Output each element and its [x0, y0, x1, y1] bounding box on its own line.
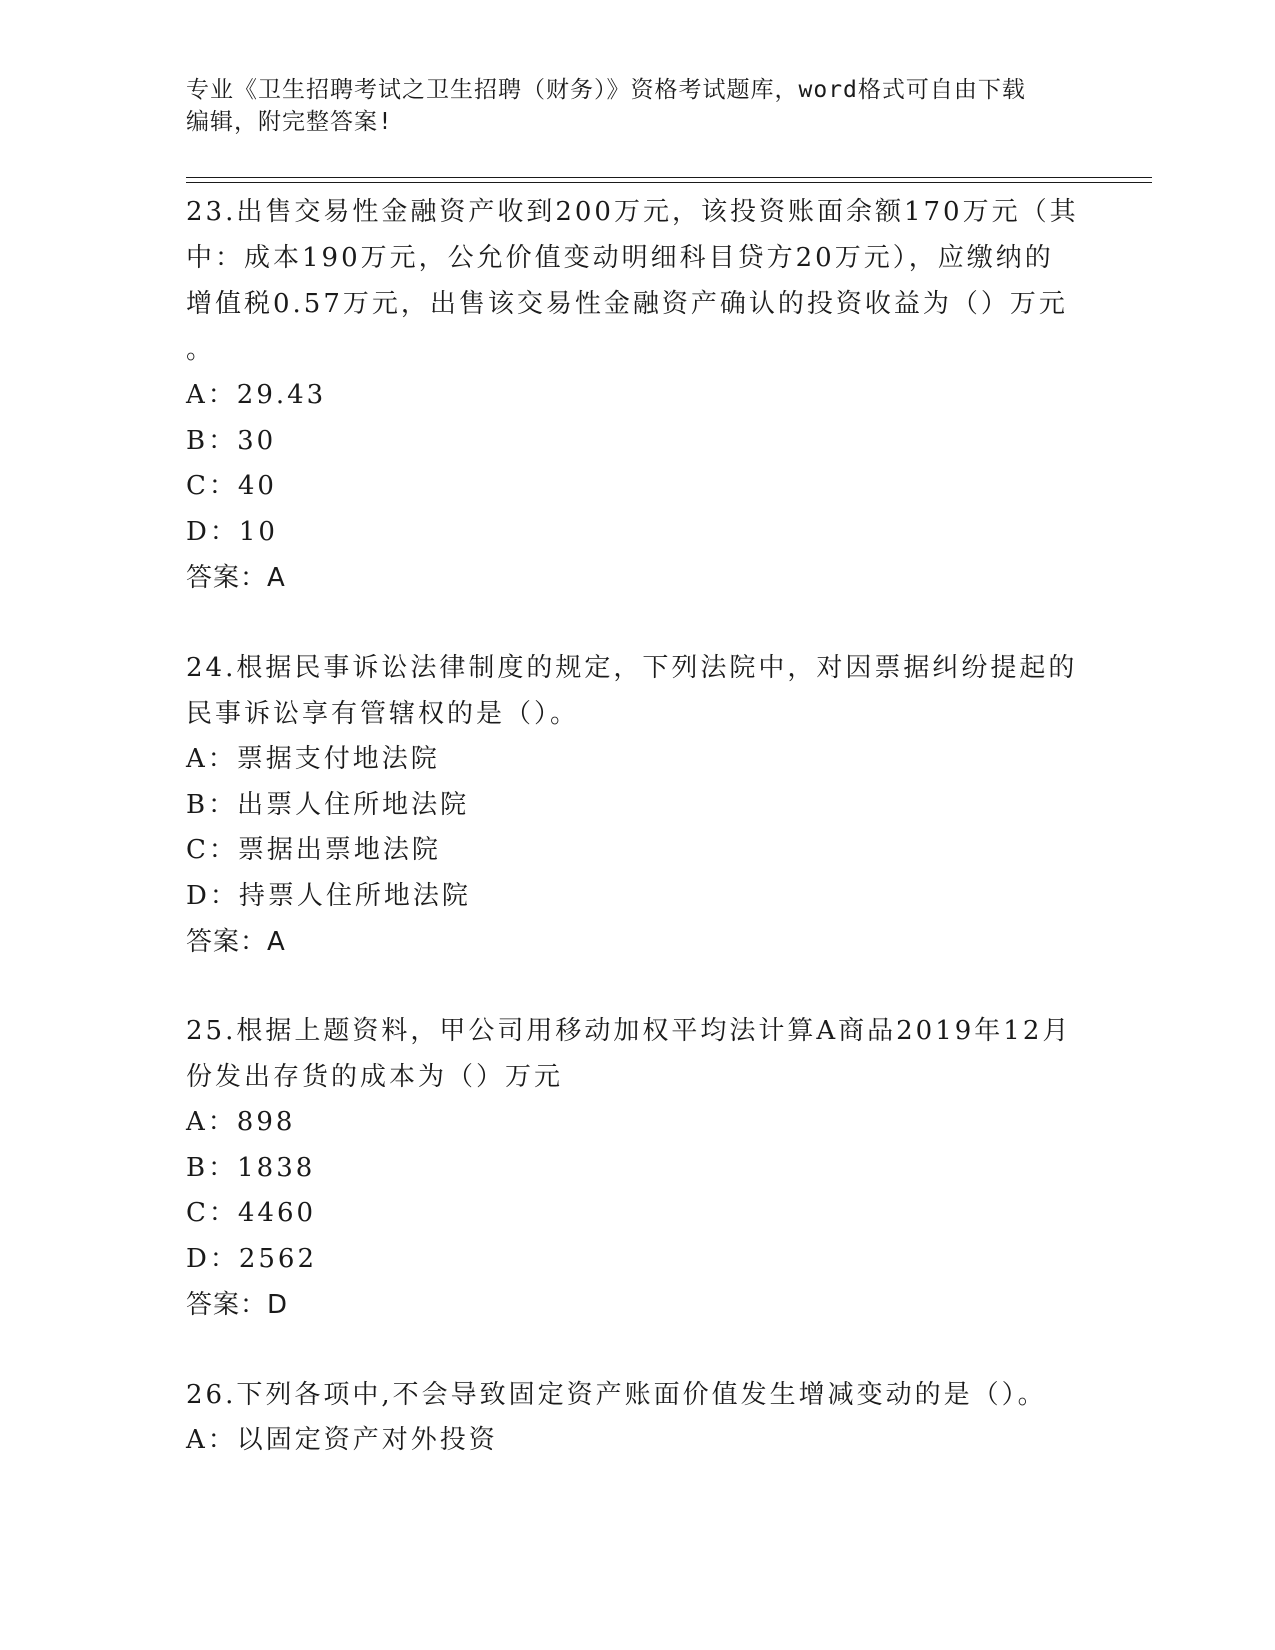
- answer-line: 答案：A: [186, 927, 286, 957]
- option-a: A：以固定资产对外投资: [186, 1425, 498, 1455]
- header-divider-top: [186, 177, 1152, 178]
- option-a: A：29.43: [186, 380, 327, 410]
- question-stem-line: 中：成本190万元，公允价值变动明细科目贷方20万元），应缴纳的: [186, 243, 1054, 273]
- option-a: A：票据支付地法院: [186, 744, 440, 774]
- option-b: B：1838: [186, 1152, 316, 1183]
- option-d: D：持票人住所地法院: [186, 880, 471, 911]
- header-divider-bottom: [186, 182, 1152, 183]
- question-stem-line: 24.根据民事诉讼法律制度的规定，下列法院中，对因票据纠纷提起的: [186, 653, 1078, 683]
- question-23: [186, 189, 1086, 601]
- option-c: C：票据出票地法院: [186, 835, 441, 865]
- question-24: [186, 645, 1086, 965]
- option-d: D：10: [186, 516, 278, 547]
- option-b: B：出票人住所地法院: [186, 789, 470, 820]
- question-stem-line: 民事诉讼享有管辖权的是（）。: [186, 699, 580, 729]
- question-stem-line: 。: [186, 335, 216, 365]
- option-c: C：4460: [186, 1198, 317, 1228]
- question-stem-line: 份发出存货的成本为（）万元: [186, 1062, 564, 1092]
- question-26: [186, 1372, 1086, 1464]
- question-25: [186, 1008, 1086, 1328]
- question-stem-line: 增值税0.57万元，出售该交易性金融资产确认的投资收益为（）万元: [186, 289, 1068, 319]
- question-stem-line: 26.下列各项中,不会导致固定资产账面价值发生增减变动的是（）。: [186, 1380, 1047, 1410]
- option-c: C：40: [186, 471, 277, 501]
- header-line-1: 专业《卫生招聘考试之卫生招聘（财务）》资格考试题库，word格式可自由下载: [186, 77, 1026, 103]
- question-stem-line: 23.出售交易性金融资产收到200万元，该投资账面余额170万元（其: [186, 197, 1079, 227]
- option-d: D：2562: [186, 1243, 318, 1274]
- answer-line: 答案：A: [186, 563, 286, 593]
- option-a: A：898: [186, 1107, 296, 1137]
- document-header: [186, 74, 1066, 138]
- answer-line: 答案：D: [186, 1290, 289, 1320]
- header-line-2: 编辑，附完整答案!: [186, 109, 393, 135]
- option-b: B：30: [186, 425, 277, 456]
- question-stem-line: 25.根据上题资料，甲公司用移动加权平均法计算A商品2019年12月: [186, 1016, 1072, 1046]
